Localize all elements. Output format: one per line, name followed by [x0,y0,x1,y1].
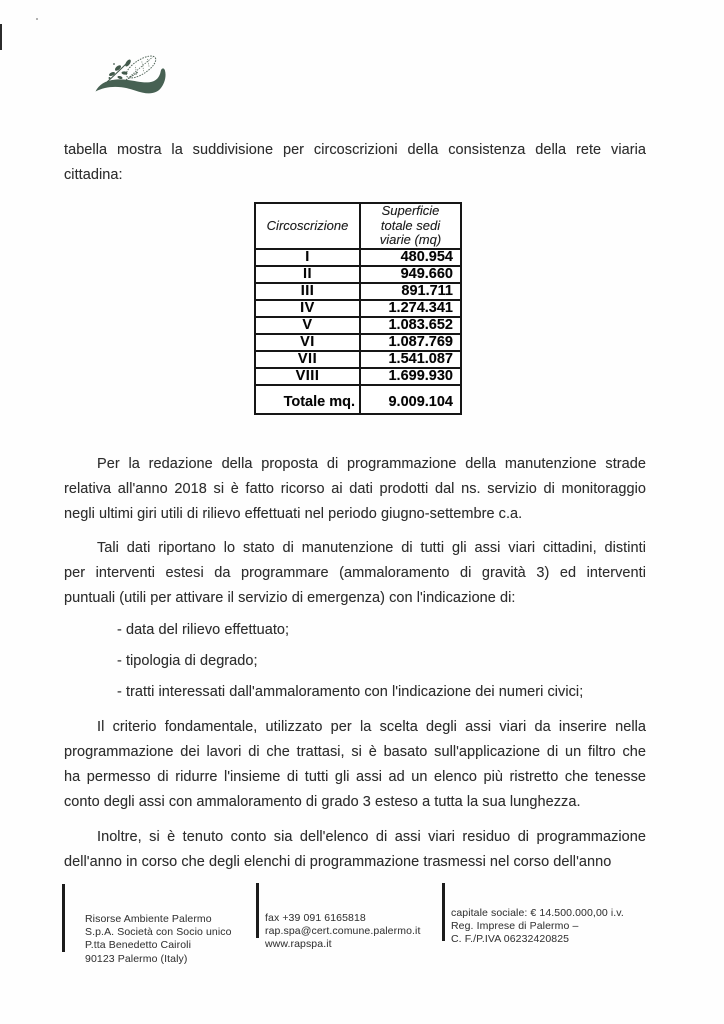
paragraph-line: Il criterio fondamentale, utilizzato per la scelta degli assi viari da inserire nella [97,719,646,735]
cell-circoscrizione: V [255,317,360,334]
body-paragraph-5 [64,825,646,875]
body-paragraph-2 [64,452,646,527]
footer-line: C. F./P.IVA 06232420825 [451,933,570,946]
cell-circoscrizione: VII [255,351,360,368]
cell-superficie: 1.083.652 [360,317,461,334]
table-row [255,249,461,266]
footer-contacts [265,912,420,952]
paragraph-line: negli ultimi giri utili di rilievo effettuati nel periodo giugno-settembre c.a. [64,506,523,522]
cell-superficie: 1.274.341 [360,300,461,317]
paragraph-line: puntuali (utili per attivare il servizio di emergenza) con l'indicazione di: [64,590,516,606]
cell-circoscrizione: III [255,283,360,300]
footer-legal [451,907,624,947]
cell-circoscrizione: VIII [255,368,360,385]
cell-circoscrizione: I [255,249,360,266]
col-header-circoscrizione: Circoscrizione [255,203,360,249]
bullet-item: - data del rilievo effettuato; [117,622,290,638]
table-row [255,351,461,368]
bullet-item: - tratti interessati dall'ammaloramento con l'indicazione dei numeri civici; [117,684,584,700]
total-row [255,385,461,414]
cell-superficie: 1.087.769 [360,334,461,351]
cell-circoscrizione: II [255,266,360,283]
paragraph-line: Tali dati riportano lo stato di manutenzione di tutti gli assi viari cittadini, distinti [97,540,646,556]
table-row [255,300,461,317]
footer-email: rap.spa@cert.comune.palermo.it [265,925,421,938]
cell-superficie: 1.541.087 [360,351,461,368]
footer-divider [256,883,259,938]
footer-line: 90123 Palermo (Italy) [85,952,188,965]
body-paragraph-3 [64,536,646,611]
footer-line: P.tta Benedetto Cairoli [85,939,192,952]
bullet-item: - tipologia di degrado; [117,653,258,669]
paragraph-line: Inoltre, si è tenuto conto sia dell'elenco di assi viari residuo di programmazione [97,829,646,845]
footer-divider [442,883,445,941]
table-row [255,317,461,334]
total-value: 9.009.104 [360,385,461,414]
footer-website: www.rapspa.it [265,938,332,951]
paragraph-line: conto degli assi con ammaloramento di grado 3 esteso a tutta la sua lunghezza. [64,794,581,810]
col-header-superficie: Superficie totale sedi viarie (mq) [360,203,461,249]
table-row [255,368,461,385]
scan-artifact [0,24,2,50]
footer-divider [62,884,65,952]
table-row [255,266,461,283]
paragraph-line: Per la redazione della proposta di programmazione della manutenzione strade [97,456,646,472]
table-row [255,283,461,300]
footer-line: S.p.A. Società con Socio unico [85,926,232,939]
footer-line: capitale sociale: € 14.500.000,00 i.v. [451,907,624,919]
footer-line: Risorse Ambiente Palermo [85,913,212,925]
hand-leaf-logo-icon [94,52,178,114]
cell-superficie: 480.954 [360,249,461,266]
scan-artifact [36,18,38,20]
cell-superficie: 949.660 [360,266,461,283]
bullet-list [64,618,646,711]
paragraph-line: ha permesso di ridurre l'insieme di tutti gli assi ad un elenco più ristretto che tenesse [64,769,646,785]
body-paragraph-1 [64,138,646,188]
circoscrizioni-table [254,202,462,415]
footer-fax: fax +39 091 6165818 [265,912,366,924]
paragraph-line: programmazione dei lavori di che trattasi, si è basato sull'applicazione di un filtro che [64,744,646,760]
table-row [255,334,461,351]
body-paragraph-4 [64,715,646,815]
total-label: Totale mq. [255,385,360,414]
paragraph-line: dell'anno in corso che degli elenchi di programmazione trasmessi nel corso dell'anno [64,854,612,870]
paragraph-line: tabella mostra la suddivisione per circoscrizioni della consistenza della rete viaria [64,142,646,158]
paragraph-line: per interventi estesi da programmare (ammaloramento di gravità 3) ed interventi [64,565,646,581]
table-header-row [255,203,461,249]
cell-superficie: 1.699.930 [360,368,461,385]
cell-superficie: 891.711 [360,283,461,300]
paragraph-line: cittadina: [64,167,123,183]
cell-circoscrizione: VI [255,334,360,351]
paragraph-line: relativa all'anno 2018 si è fatto ricorso ai dati prodotti dal ns. servizio di monitoraggio [64,481,646,497]
footer-line: Reg. Imprese di Palermo – [451,920,579,933]
footer-address [85,913,232,966]
cell-circoscrizione: IV [255,300,360,317]
